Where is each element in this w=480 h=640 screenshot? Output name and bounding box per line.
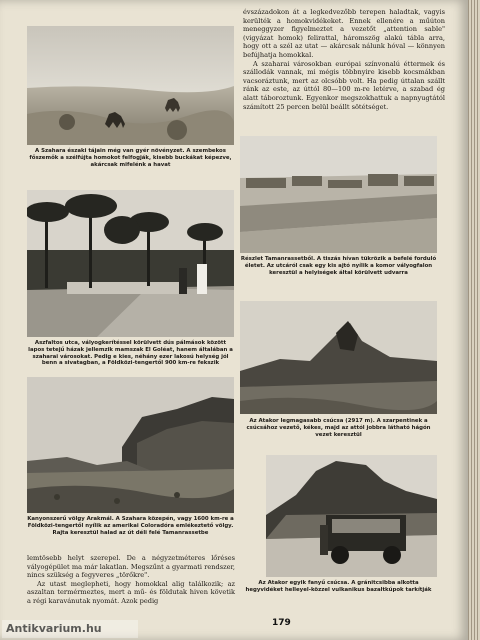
photo-palm-street <box>27 190 234 337</box>
photo-atakor-peak <box>240 301 437 414</box>
desert-camels-image <box>27 26 234 145</box>
paragraph: Az utast meglepheti, hogy homokkal alig találkozik; az aszaltan termérmeztes, mert a mű- és földutak hiven követik a régi karavánutak nyomát. Azok pedig <box>27 579 235 605</box>
article-text-top <box>243 8 445 111</box>
caption-desert-camels: A Szahara északi tájain még van gyér növényzet. A szembekos főszemők a szélfújta homokot felfogják, kisebb buckákat képezve, akárcsak mifelénk a havat <box>29 148 232 168</box>
atakor-jeep-image <box>266 455 437 577</box>
palm-street-image <box>27 190 234 337</box>
atakor-peak-image <box>240 301 437 414</box>
photo-tamanrasset <box>240 136 437 253</box>
photo-atakor-jeep <box>266 455 437 577</box>
caption-canyon: Kanyonszerű völgy Arakmál. A Szahara közepén, vagy 1600 km-re a Földközi-tengertől nyílik az amerikai Coloradóra emlékeztető völgy. Rajta keresztül halad az út déli felé Tamanrassetbe <box>27 516 234 536</box>
book-page-edges <box>468 0 480 640</box>
caption-palm-street: Aszfaltos utca, vályogkerítéssel körülvett dús pálmások között lapos tetejű házak jellemzik mamszak El Goléat, hanem általában a szaharai városokat. Pedig e kies, néhány ezer lakosú helység jól benn a sivatagban, a Földközi-tengertől 900 km-re fekszik <box>28 340 233 367</box>
canyon-image <box>27 377 234 513</box>
watermark: Antikvarium.hu <box>2 620 138 638</box>
photo-canyon <box>27 377 234 513</box>
article-text-bottom <box>27 554 235 606</box>
tamanrasset-image <box>240 136 437 253</box>
caption-atakor-peak: Az Atakor legmagasabb csúcsa (2917 m). A szarpentinek a csúcsához vezető, kékes, majd az attól jobbra látható hágón vezet keresztül <box>246 418 431 438</box>
paragraph: lemtösebb helyt szerepel. De a négyzetméteres lőréses vályogépület ma már lakatlan. Megszűnt a gyarmati rendszer, nincs szükség a fegyveres „törőkre". <box>27 554 235 580</box>
paragraph: A szaharai városokban európai színvonalú éttermek és szállodák vannak, mi mégis többnyire kisebb kocsmákban vacsoráztunk, mert az olcsóbb volt. Ha pedig úttalan szállt ránk az este, az úttól 80—100 m-re letérve, a szabad ég alatt táboroztunk. Egyenkor megszokhattuk a napnyugtától számított 25 percen belül beállt sötétséget. <box>243 59 445 111</box>
caption-atakor-jeep: Az Atakor egyik fanyű csúcsa. A gránitcsibba alkotta hegyvidéket helleyel-közzel vulkanikus bazaltkúpok tarkítják <box>245 580 432 593</box>
page-number: 179 <box>272 618 291 628</box>
photo-desert-camels <box>27 26 234 145</box>
paragraph: évszázadokon át a legkedvezőbb terepen haladtak, vagyis kerülték a homokvidékeket. Ennek ellenére a műúton meneggyzer figyelmeztet a vezetőt „attention sable" (vigyázat homok) felirattal, háromszög alakú tábla arra, hogy ott a szél az utat — akárcsak nálunk hóval — könnyen befújhatja homokkal. <box>243 8 445 59</box>
caption-tamanrasset: Részlet Tamanrassetből. A tiszás hívan tükrözik a befelé forduló életet. Az utcáról csak egy kis ajtó nyílik a komor vályogfalon keresztül a helyiségek által körülvett udvarra <box>240 256 437 276</box>
